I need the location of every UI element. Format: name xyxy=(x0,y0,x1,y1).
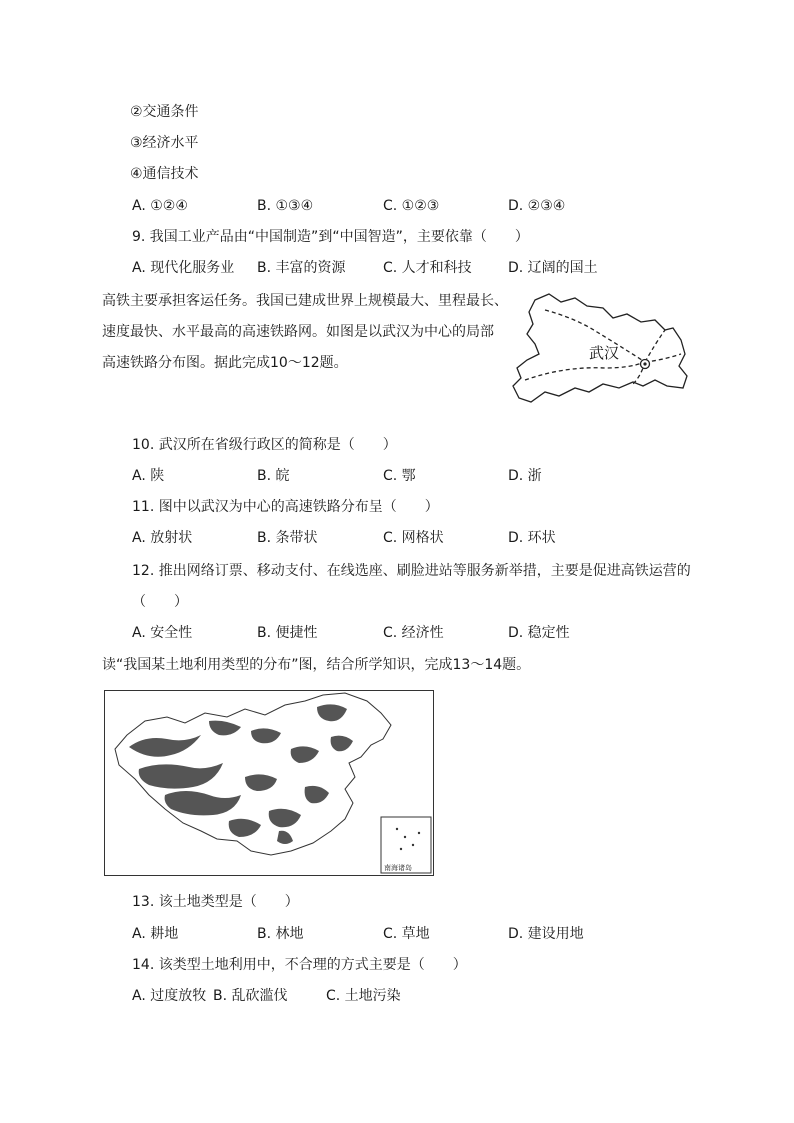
item-telecom: ④通信技术 xyxy=(130,166,199,182)
q12-stem: 12. 推出网络订票、移动支付、在线选座、刷脸进站等服务新举措，主要是促进高铁运营的 xyxy=(132,563,691,579)
q12-option-c[interactable]: C. 经济性 xyxy=(383,625,444,641)
china-map-shape xyxy=(105,691,433,875)
q8-option-c[interactable]: C. ①②③ xyxy=(383,198,440,214)
q11-option-d[interactable]: D. 环状 xyxy=(508,530,556,546)
q11-option-a[interactable]: A. 放射状 xyxy=(132,530,193,546)
q8-option-a[interactable]: A. ①②④ xyxy=(132,198,188,214)
q11-stem: 11. 图中以武汉为中心的高速铁路分布呈（ ） xyxy=(132,499,439,515)
item-traffic: ②交通条件 xyxy=(130,104,199,120)
hubei-rail-map xyxy=(505,288,695,413)
q9-option-b[interactable]: B. 丰富的资源 xyxy=(257,260,346,276)
q13-option-a[interactable]: A. 耕地 xyxy=(132,926,179,942)
rail-intro-line-1: 高铁主要承担客运任务。我国已建成世界上规模最大、里程最长、 xyxy=(102,293,508,309)
q10-stem: 10. 武汉所在省级行政区的简称是（ ） xyxy=(132,437,397,453)
q10-option-d[interactable]: D. 浙 xyxy=(508,468,542,484)
q9-stem: 9. 我国工业产品由“中国制造”到“中国智造”，主要依靠（ ） xyxy=(132,229,529,245)
q11-option-b[interactable]: B. 条带状 xyxy=(257,530,318,546)
q14-option-b[interactable]: B. 乱砍滥伐 xyxy=(213,988,288,1004)
q13-option-d[interactable]: D. 建设用地 xyxy=(508,926,584,942)
q10-option-c[interactable]: C. 鄂 xyxy=(383,468,416,484)
q13-option-b[interactable]: B. 林地 xyxy=(257,926,304,942)
q8-option-d[interactable]: D. ②③④ xyxy=(508,198,566,214)
q9-option-d[interactable]: D. 辽阔的国土 xyxy=(508,260,598,276)
q9-option-c[interactable]: C. 人才和科技 xyxy=(383,260,472,276)
q13-stem: 13. 该土地类型是（ ） xyxy=(132,894,299,910)
q14-option-c[interactable]: C. 土地污染 xyxy=(326,988,401,1004)
q12-option-a[interactable]: A. 安全性 xyxy=(132,625,193,641)
china-landuse-map xyxy=(104,690,434,876)
q13-option-c[interactable]: C. 草地 xyxy=(383,926,430,942)
item-economy: ③经济水平 xyxy=(130,135,199,151)
q12-stem-cont: （ ） xyxy=(132,594,188,610)
q8-option-b[interactable]: B. ①③④ xyxy=(257,198,314,214)
q11-option-c[interactable]: C. 网格状 xyxy=(383,530,444,546)
q12-option-b[interactable]: B. 便捷性 xyxy=(257,625,318,641)
q14-option-a[interactable]: A. 过度放牧 xyxy=(132,988,207,1004)
land-intro: 读“我国某土地利用类型的分布”图，结合所学知识，完成13～14题。 xyxy=(102,657,531,673)
wuhan-label: 武汉 xyxy=(589,344,620,362)
q12-option-d[interactable]: D. 稳定性 xyxy=(508,625,570,641)
q10-option-b[interactable]: B. 皖 xyxy=(257,468,290,484)
q10-option-a[interactable]: A. 陕 xyxy=(132,468,165,484)
q9-option-a[interactable]: A. 现代化服务业 xyxy=(132,260,235,276)
q14-stem: 14. 该类型土地利用中，不合理的方式主要是（ ） xyxy=(132,957,467,973)
rail-intro-line-3: 高速铁路分布图。据此完成10～12题。 xyxy=(102,355,348,371)
rail-intro-line-2: 速度最快、水平最高的高速铁路网。如图是以武汉为中心的局部 xyxy=(102,324,494,340)
south-china-sea-label: 南海诸岛 xyxy=(384,864,412,872)
